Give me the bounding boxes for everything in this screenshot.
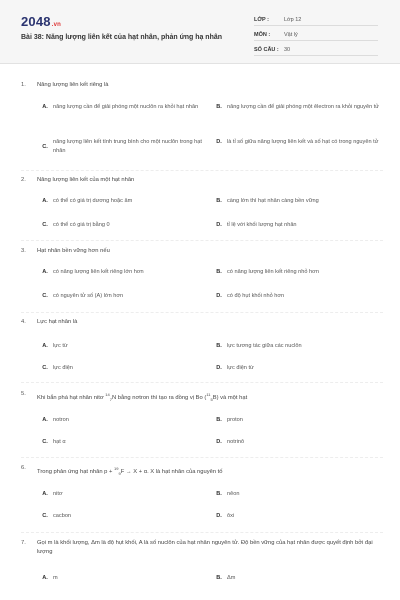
option-3-a[interactable] [37,268,205,277]
divider [21,457,383,458]
option-letter: A. [42,491,48,498]
option-text: có thể có giá trị bằng 0 [53,222,110,228]
option-6-b[interactable] [211,490,381,499]
question-stem: Lực hạt nhân là [37,319,78,325]
option-letter: C. [42,365,48,372]
option-letter: A. [42,198,48,205]
option-text: nêon [227,491,240,497]
option-letter: B. [216,198,222,205]
option-text: có năng lượng liên kết riêng nhỏ hơn [227,269,319,275]
logo-text: 2048 [21,14,51,29]
option-7-a[interactable] [37,574,205,583]
option-letter: C. [42,293,48,300]
option-letter: D. [216,365,222,372]
meta-subject-label: MÔN : [254,32,271,38]
question-7 [21,539,383,557]
divider [21,240,383,241]
option-text: cacbon [53,513,72,519]
page-header [0,0,400,64]
option-text: notron [53,417,69,423]
mass-number: 11 [206,392,211,397]
option-letter: A. [42,104,48,111]
option-4-a[interactable] [37,342,205,351]
option-7-b[interactable] [211,574,381,583]
question-number: 2. [21,177,26,183]
option-5-c[interactable] [37,438,205,447]
divider [21,312,383,313]
meta-grade-label: LỚP : [254,17,269,23]
option-5-d[interactable] [211,438,381,447]
option-1-b[interactable] [211,103,381,112]
question-number: 6. [21,465,26,471]
option-1-a[interactable] [37,103,205,112]
option-letter: B. [216,417,222,424]
meta-subject-value: Vật lý [284,32,298,38]
divider [21,382,383,383]
option-4-c[interactable] [37,364,205,373]
option-4-d[interactable] [211,364,381,373]
meta-grade-value: Lớp 12 [284,17,302,23]
option-6-d[interactable] [211,512,381,521]
option-text: càng lớn thì hạt nhân càng bền vững [227,198,319,204]
option-1-d[interactable] [211,138,381,147]
option-text: nitơ [53,491,63,497]
question-number: 7. [21,540,26,546]
question-2 [21,176,383,185]
question-stem [37,390,383,404]
question-stem [37,464,383,478]
option-3-c[interactable] [37,292,205,301]
option-letter: A. [42,269,48,276]
option-5-b[interactable] [211,416,381,425]
stem-part: Khi bắn phá hạt nhân nitơ [37,394,106,401]
option-text: lực điện [53,365,73,371]
lesson-title: Bài 38: Năng lượng liên kết của hạt nhân, phản ứng hạ nhân [21,34,223,41]
option-letter: C. [42,222,48,229]
option-2-a[interactable] [37,197,205,206]
question-6 [21,464,383,478]
option-letter: C. [42,143,48,150]
option-letter: D. [216,439,222,446]
option-text: ôxi [227,513,235,519]
question-number: 1. [21,82,26,88]
option-2-d[interactable] [211,221,381,230]
option-text: lực điện từ [227,365,254,371]
option-letter: B. [216,104,222,111]
question-number: 4. [21,319,26,325]
meta-count [254,43,378,56]
question-stem: Gọi m là khối lượng, Δm là độ hụt khối, A là số nuclôn của hạt nhân nguyên tử. Độ bền vững của hạt nhân được quyết định bởi đại lượng [37,540,373,555]
option-2-c[interactable] [37,221,205,230]
atomic-number: 7 [109,397,112,403]
meta-count-label: SỐ CÂU : [254,47,279,53]
option-5-a[interactable] [37,416,205,425]
option-text: có nguyên tử số (A) lớn hơn [53,293,124,299]
option-text: notrinô [227,439,245,445]
atomic-number: 5 [210,397,213,403]
option-letter: A. [42,575,48,582]
option-letter: B. [216,269,222,276]
option-4-b[interactable] [211,342,381,351]
option-letter: C. [42,513,48,520]
option-3-b[interactable] [211,268,381,277]
meta-count-value: 30 [284,47,291,53]
stem-part: F → X + α. X là hạt nhân của nguyên tố [120,468,223,475]
atomic-number: 9 [118,471,121,477]
option-text: năng lượng cần để giải phóng một êlectron ra khỏi nguyên tử [227,104,380,110]
option-2-b[interactable] [211,197,381,206]
option-text: có thể có giá trị dương hoặc âm [53,198,133,204]
option-letter: B. [216,575,222,582]
option-text: có năng lượng liên kết riêng lớn hơn [53,269,144,275]
option-3-d[interactable] [211,292,381,301]
question-1 [21,81,383,90]
question-stem: Năng lượng liên kết của một hạt nhân [37,177,135,183]
option-1-c[interactable] [37,138,205,155]
divider [21,170,383,171]
option-letter: B. [216,343,222,350]
question-5 [21,390,383,404]
logo-suffix: .vn [51,22,62,28]
option-text: là tỉ số giữa năng lượng liên kết và số hạt có trong nguyên tử [227,139,379,145]
option-6-c[interactable] [37,512,205,521]
option-letter: D. [216,293,222,300]
option-text: năng lượng cần để giải phóng một nuclôn ra khỏi hạt nhân [53,104,199,110]
option-text: hạt α [53,439,66,445]
option-letter: A. [42,417,48,424]
option-letter: D. [216,513,222,520]
option-text: Δm [227,575,236,581]
option-text: lực từ [53,343,68,349]
option-letter: A. [42,343,48,350]
option-text: lực tương tác giữa các nuclôn [227,343,302,349]
option-text: năng lượng liên kết tính trung bình cho một nuclôn trong hạt nhân [53,139,202,154]
meta-grade [254,13,378,26]
option-letter: C. [42,439,48,446]
question-number: 5. [21,391,26,397]
option-letter: D. [216,222,222,229]
question-stem: Năng lượng liên kết riêng là [37,82,109,88]
option-text: proton [227,417,243,423]
question-3 [21,247,383,256]
option-letter: D. [216,139,222,146]
divider [21,532,383,533]
option-text: m [53,575,58,581]
stem-part: Trong phản ứng hạt nhân p + [37,468,114,475]
option-6-a[interactable] [37,490,205,499]
question-stem: Hạt nhân bền vững hơn nếu [37,248,110,254]
option-text: tỉ lệ với khối lượng hạt nhân [227,222,297,228]
stem-part: B) và một hạt [212,394,248,401]
option-letter: B. [216,491,222,498]
stem-part: N bằng nơtron thì tạo ra đồng vị Bo ( [111,394,207,401]
question-4 [21,318,383,327]
mass-number: 14 [105,392,110,397]
question-number: 3. [21,248,26,254]
meta-subject [254,28,378,41]
option-text: có độ hụt khối nhỏ hơn [227,293,285,299]
mass-number: 19 [114,466,119,471]
site-logo[interactable] [21,14,61,29]
